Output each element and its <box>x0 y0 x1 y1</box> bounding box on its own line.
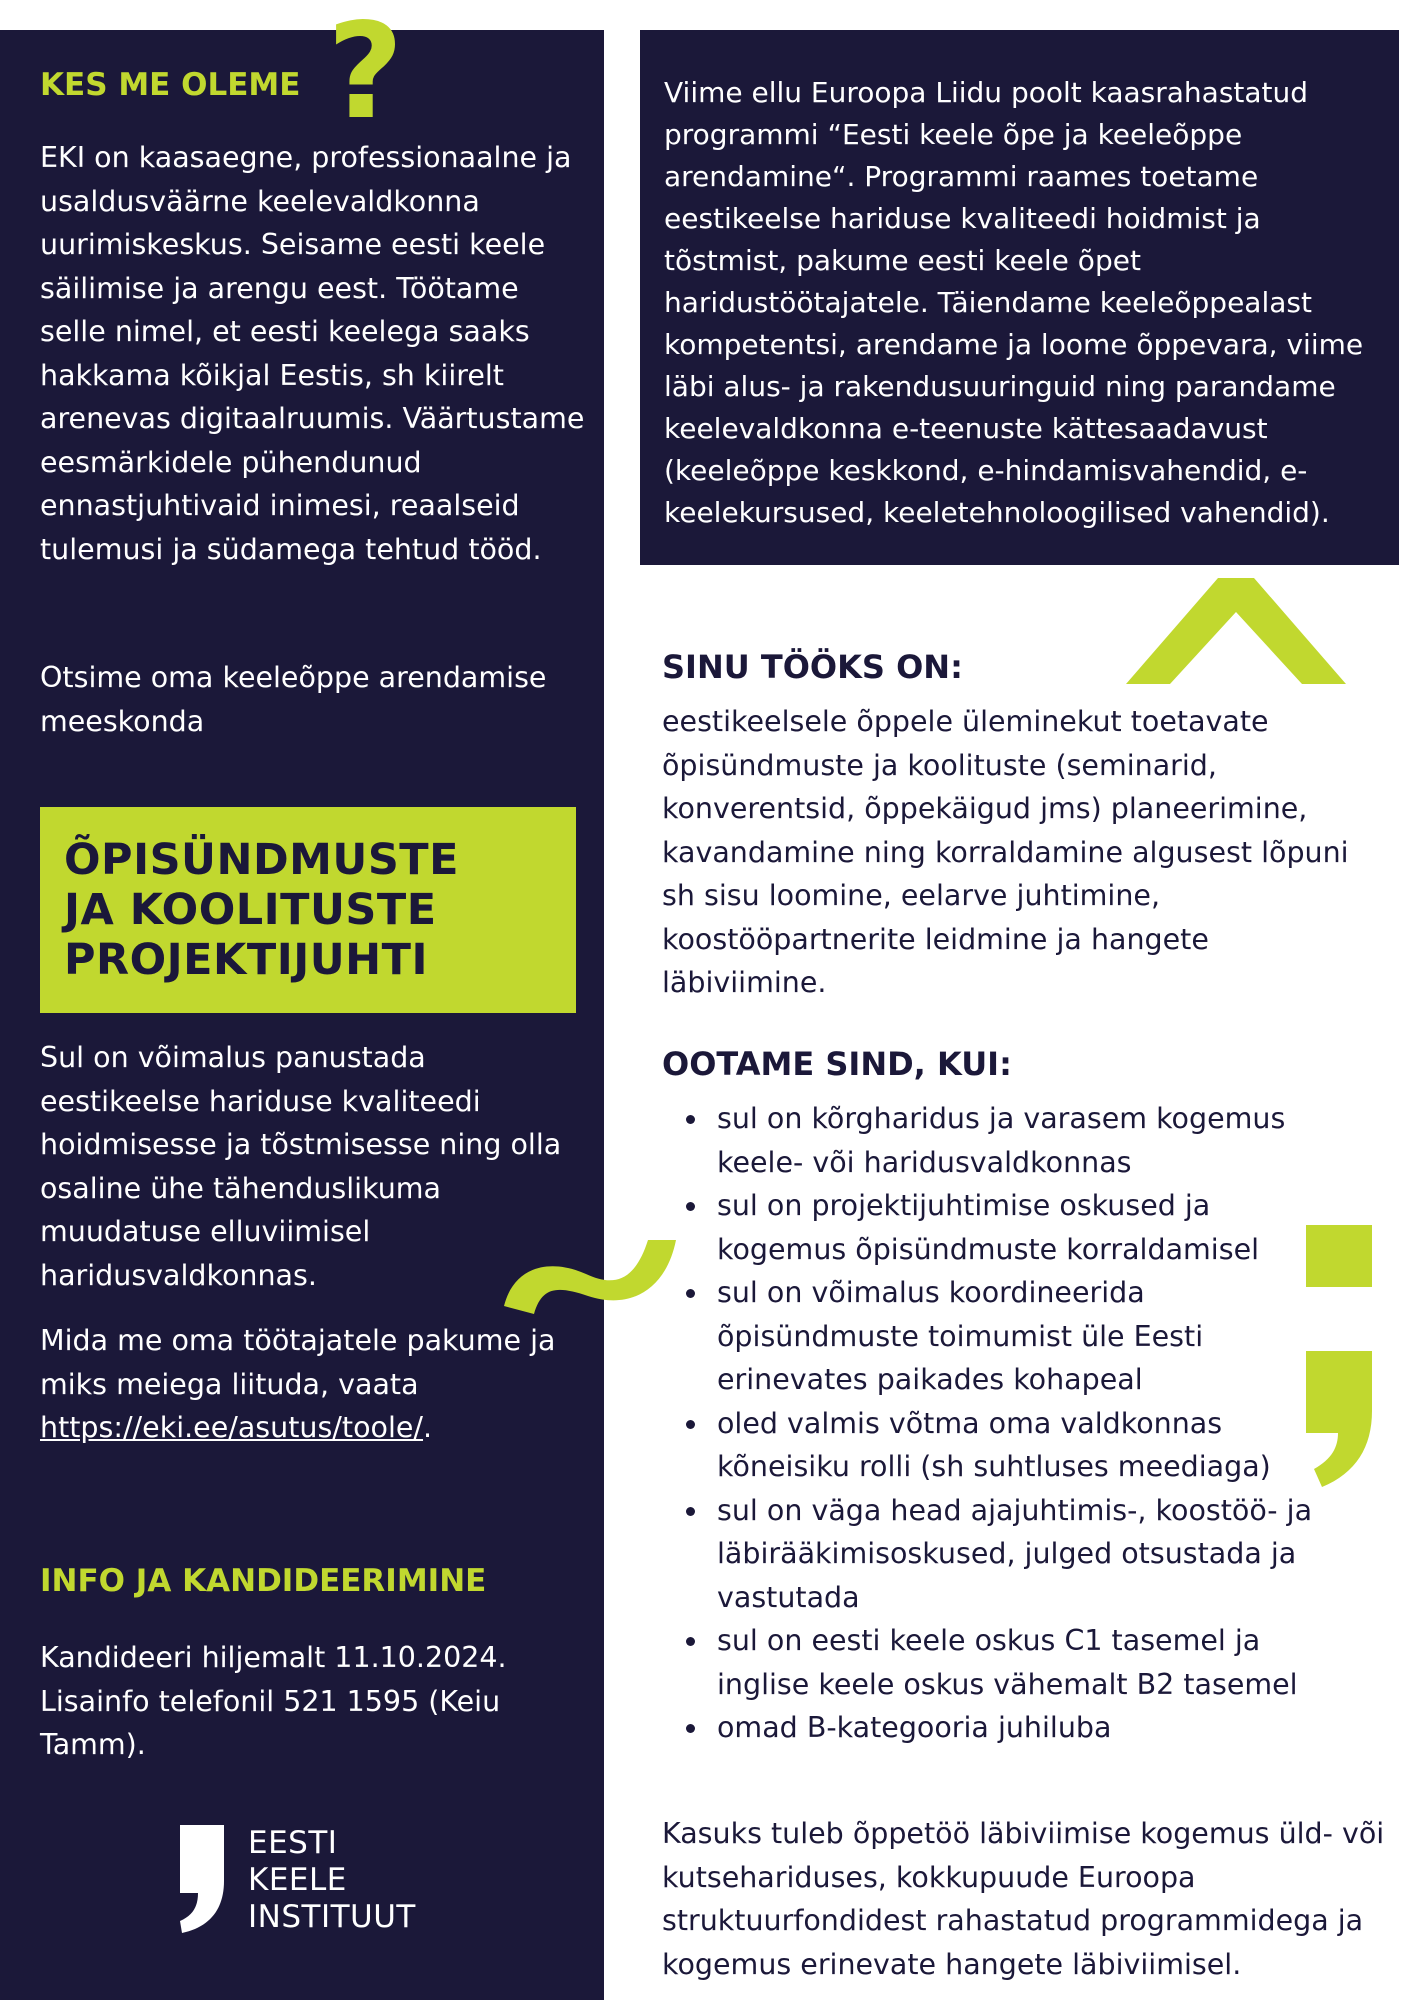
requirement-item: sul on kõrgharidus ja varasem kogemus keele- või haridusvaldkonnas <box>662 1097 1342 1184</box>
question-mark-icon: ? <box>327 0 404 149</box>
offer-text: Mida me oma töötajatele pakume ja miks meiega liituda, vaata <box>40 1324 556 1401</box>
requirement-item: sul on võimalus koordineerida õpisündmuste toimumist üle Eesti erinevates paikades kohapeal <box>662 1271 1342 1402</box>
info-body: Kandideeri hiljemalt 11.10.2024. Lisainfo telefonil 521 1595 (Keiu Tamm). <box>40 1641 507 1761</box>
tilde-icon <box>500 1236 678 1314</box>
who-heading: KES ME OLEME <box>40 67 301 103</box>
requirements-list <box>662 1097 1342 1750</box>
seeking-text: Otsime oma keeleõppe arendamise meeskonda <box>40 661 547 738</box>
logo-line: INSTITUUT <box>248 1899 416 1935</box>
advantage-text: Kasuks tuleb õppetöö läbiviimise kogemus üld- või kutsehariduses, kokkupuude Euroopa struktuurfondidest rahastatud programmidega ja kogemus erinevate hangete läbiviimisel. <box>662 1817 1385 1981</box>
comma-logo-icon <box>176 1825 228 1933</box>
who-body: EKI on kaasaegne, professionaalne ja usaldusväärne keelevaldkonna uurimiskeskus. Seisame eesti keele säilimise ja arengu eest. Töötame selle nimel, et eesti keelega saaks hakkama kõikjal Eestis, sh kiirelt arenevas digitaalruumis. Väärtustame eesmärkidele pühendunud ennastjuhtivaid inimesi, reaalseid tulemusi ja südamega tehtud tööd. <box>40 141 585 566</box>
requirement-item: sul on väga head ajajuhtimis-, koostöö- ja läbirääkimisoskused, julged otsustada ja vastutada <box>662 1489 1342 1620</box>
info-heading: INFO JA KANDIDEERIMINE <box>40 1563 487 1599</box>
eki-logo <box>176 1825 416 1937</box>
requirement-item: omad B-kategooria juhiluba <box>662 1706 1342 1750</box>
offer-paragraph <box>40 1319 570 1450</box>
opportunity-text: Sul on võimalus panustada eestikeelse hariduse kvaliteedi hoidmisesse ja tõstmisesse ning olla osaline ühe tähenduslikuma muudatuse elluviimisel haridusvaldkonnas. <box>40 1041 562 1292</box>
job-title-box <box>40 807 576 1013</box>
duties-heading: SINU TÖÖKS ON: <box>662 648 963 686</box>
program-box <box>640 30 1399 565</box>
requirement-item: sul on eesti keele oskus C1 tasemel ja inglise keele oskus vähemalt B2 tasemel <box>662 1619 1342 1706</box>
logo-line: KEELE <box>248 1862 347 1898</box>
caret-icon <box>1126 578 1346 684</box>
logo-line: EESTI <box>248 1825 338 1861</box>
job-title-line: JA KOOLITUSTE <box>64 885 437 935</box>
left-panel <box>0 0 604 2000</box>
program-text: Viime ellu Euroopa Liidu poolt kaasrahastatud programmi “Eesti keele õpe ja keeleõppe arendamine“. Programmi raames toetame eestikeelse hariduse kvaliteedi hoidmist ja tõstmist, pakume eesti keele õpet haridustöötajatele. Täiendame keeleõppealast kompetentsi, arendame ja loome õppevara, viime läbi alus- ja rakendusuuringuid ning parandame keelevaldkonna e-teenuste kättesaadavust (keeleõppe keskkond, e-hindamisvahendid, e-keelekursused, keeletehnoloogilised vahendid). <box>664 76 1364 529</box>
semicolon-icon <box>1304 1225 1374 1487</box>
requirement-item: oled valmis võtma oma valdkonnas kõneisiku rolli (sh suhtluses meediaga) <box>662 1402 1342 1489</box>
careers-link[interactable]: https://eki.ee/asutus/toole/ <box>40 1411 424 1444</box>
job-title-line: PROJEKTIJUHTI <box>64 935 428 985</box>
job-title <box>64 835 459 985</box>
logo-text <box>248 1825 468 1936</box>
requirements-heading: OOTAME SIND, KUI: <box>662 1045 1012 1083</box>
offer-end: . <box>423 1411 433 1444</box>
requirement-item: sul on projektijuhtimise oskused ja kogemus õpisündmuste korraldamisel <box>662 1184 1342 1271</box>
duties-body: eestikeelsele õppele üleminekut toetavate õpisündmuste ja koolituste (seminarid, konverentsid, õppekäigud jms) planeerimine, kavandamine ning korraldamine algusest lõpuni sh sisu loomine, eelarve juhtimine, koostööpartnerite leidmine ja hangete läbiviimine. <box>662 705 1349 999</box>
job-title-line: ÕPISÜNDMUSTE <box>64 835 460 885</box>
